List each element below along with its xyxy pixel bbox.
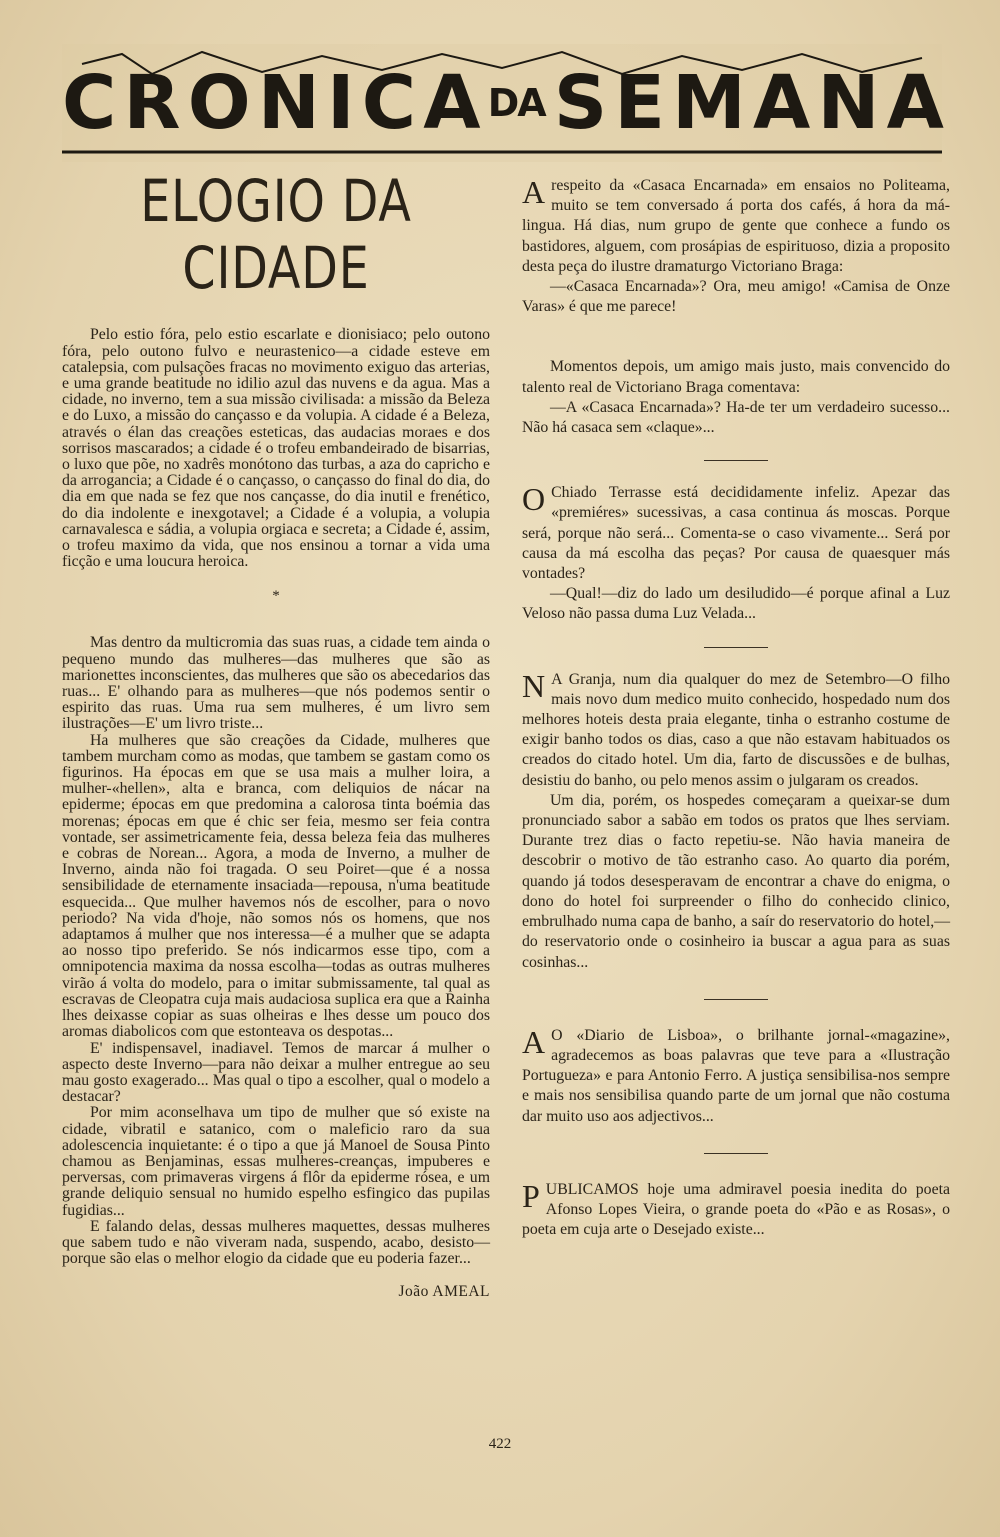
- note-paragraph: A Granja, num dia qualquer do mez de Setembro—O filho mais novo dum medico muito conhecido, hospedado num dos melhores hoteis desta praia elegante, tinha o estranho costume de exigir banho todos os dias, caso a que não estavam habituados os creados do citado hotel. Um dia, farto de discussões e de bulhas, desistiu do banho, ou pelo menos assim o julgaram os creados.: [522, 670, 950, 789]
- author-signature: João AMEAL: [398, 1283, 490, 1301]
- note-casaca: [522, 176, 950, 317]
- note-paragraph: respeito da «Casaca Encarnada» em ensaios no Politeama, muito se tem conversado á porta dos cafés, á hora da má-lingua. Há dias, num grupo de gente que conhece a fundo os bastidores, alguem, com prosápias de espirituoso, dizia a proposito desta peça do ilustre dramaturgo Victoriano Braga:: [522, 177, 950, 275]
- divider: [704, 460, 768, 461]
- note-paragraph: —A «Casaca Encarnada»? Ha-de ter um verdadeiro sucesso... Não há casaca sem «claque»...: [522, 398, 950, 437]
- divider: [704, 1153, 768, 1154]
- masthead-letter: M: [672, 60, 744, 146]
- note-paragraph: Um dia, porém, os hospedes começaram a queixar-se dum pronunciado sabor a sabão em todos os pratos que lhes serviam. Durante trez dias o facto repetiu-se. Não havia maneira de descobrir o motivo de tão estranho caso. Ao quarto dia porém, quando já todos desesperavam de encontrar a chave do enigma, o dono do hotel foi surpreender o filho do conhecido clinico, embrulhado numa capa de banho, a saír do reservatorio do hotel,—do reservatorio onde o cosinheiro ia buscar a agua para as suas cosinhas...: [522, 791, 950, 971]
- note-paragraph: —«Casaca Encarnada»? Ora, meu amigo! «Camisa de Onze Varas» é que me parece!: [522, 278, 950, 316]
- note-chiado: [522, 483, 950, 624]
- drop-cap: N: [522, 667, 546, 704]
- note-casaca-followup: [522, 357, 950, 438]
- article-paragraph: Pelo estio fóra, pelo estio escarlate e dionisiaco; pelo outono fóra, pelo outono fulvo e neurastenico—a cidade esteve em catalepsia, com pulsações fracas no movimento exiguo das arterias, e uma grande beatitude no idilio azul das nuvens e da agua. Mas a cidade, no inverno, tem a sua missão civilisada: a missão da Beleza e do Luxo, a missão do cançasso e da volupia. A cidade é a Beleza, através o élan das creações esteticas, das audacias moraes e dos sorrisos mascarados; a cidade é o trofeu embandeirado de bisarrias, o luxo que põe, no xadrês monótono das turbas, a aza do capricho e da arrogancia; a Cidade é o cançasso, o cançasso do final do dia, do dia em que nada se fez que nos cançasse, do dia inutil e frenético, do dia indolente e inexgotavel; a Cidade é a volupia, a volupia carnavalesca e sádia, a volupia orgiaca e secreta; a Cidade é, assim, o trofeu maximo da vida, que nos ensinou a tornar a vida uma ficção e uma loucura heroica.: [62, 326, 490, 571]
- section-separator: *: [272, 588, 280, 605]
- page-number: 422: [488, 1436, 512, 1452]
- drop-cap: O: [522, 481, 546, 518]
- masthead-letter: R: [123, 60, 179, 146]
- drop-cap: P: [522, 1177, 540, 1214]
- note-paragraph: Chiado Terrasse está decididamente infeliz. Apezar das «premiéres» sucessivas, a casa continua ás moscas. Porque será, porque não será... Comenta-se o caso vivamente... Será por causa da má escolha das peças? Por causa de quaesquer más vontades?: [522, 484, 950, 583]
- note-diario: [522, 1023, 950, 1127]
- masthead: [62, 44, 942, 162]
- drop-cap: A: [522, 174, 546, 210]
- masthead-letter: DA: [487, 81, 545, 125]
- divider: [704, 647, 768, 648]
- note-paragraph: UBLICAMOS hoje uma admiravel poesia inedita do poeta Afonso Lopes Vieira, o grande poeta do «Pão e as Rosas», o poeta em cuja arte o Desejado existe...: [522, 1180, 950, 1239]
- article-paragraph: Ha mulheres que são creações da Cidade, mulheres que tambem murcham como as modas, que tambem se gastam como os figurinos. Ha épocas em que se usa mais a mulher loira, a mulher-«hellen», alta e branca, com deliquios de nácar na epiderme; épocas em que predomina a calorosa tinta boémia das morenas; épocas em que é chic ser feia, mesmo ser feia contra vontade, ser assimetricamente feia, dessa beleza feia das mulheres e cobras de Norean... Agora, a moda de Inverno, a mulher de Inverno, ainda não foi tragada. O seu Poiret—que é a nossa sensibilidade de eternamente insaciada—repousa, n'uma beatitude esquecida... Que mulher havemos nós de escolher, para o novo periodo? Na vida d'hoje, não somos nós os homens, que nos adaptamos á mulher que nos interessa—é a mulher que se adapta ao nosso tipo preferido. Se nós indicarmos esse tipo, com a omnipotencia maxima da nossa escolha—todas as outras mulheres virão á volta do modelo, para o imitar submissamente, tal qual as escravas de Cleopatra cuja mais audaciosa suplica era que a Rainha lhes deixasse copiar as suas olheiras e lhes desse um pouco dos aromas diabolicos com que estonteava os despotas...: [62, 731, 490, 1041]
- note-paragraph: O «Diario de Lisboa», o brilhante jornal-«magazine», agradecemos as boas palavras que teve para a «Ilustração Portugueza» e para Antonio Ferro. A justiça sensibilisa-nos sempre e mais nos sensibilisa quando parte de um jornal que não costuma dar muito uso aos adjectivos...: [522, 1026, 950, 1125]
- drop-cap: A: [522, 1023, 546, 1060]
- article-body-part1: [62, 327, 490, 570]
- masthead-letter: C: [361, 60, 415, 146]
- note-paragraph: —Qual!—diz do lado um desiludido—é porque afinal a Luz Veloso não passa duma Luz Velada...: [522, 585, 950, 623]
- article-paragraph: Por mim aconselhava um tipo de mulher que só existe na cidade, vibratil e satanico, com o maleficio raro da sua adolescencia inquietante: é o tipo a que já Manoel de Sousa Pinto chamou as Benjaminas, essas mulheres-creanças, impuberes e perversas, com primaveras virgens á flôr da epiderme rósea, e um grande deliquio sensual no humido espelho esfingico das pupilas fugidias...: [62, 1104, 490, 1219]
- masthead-letter: C: [62, 60, 115, 146]
- masthead-letter: A: [752, 60, 809, 146]
- masthead-letter: I: [326, 60, 353, 146]
- note-publicamos: [522, 1177, 950, 1241]
- masthead-letter: O: [187, 60, 249, 146]
- article-body-part2: [62, 635, 490, 1267]
- masthead-letter: A: [886, 60, 942, 146]
- article-paragraph: E falando delas, dessas mulheres maquettes, dessas mulheres que sabem tudo e não viveram nada, suspendo, acabo, desisto—porque são elas o melhor elogio da cidade que eu poderia fazer...: [62, 1217, 490, 1268]
- masthead-letter: N: [817, 60, 878, 146]
- masthead-letter: E: [614, 60, 663, 146]
- divider: [704, 999, 768, 1000]
- masthead-letter: S: [553, 60, 606, 146]
- article-paragraph: Mas dentro da multicromia das suas ruas, a cidade tem ainda o pequeno mundo das mulheres—das mulheres que são as marionettes inconscientes, das mulheres que são os abecedarios das ruas... E' olhando para as mulheres—que nós podemos sentir o espirito das ruas. Uma rua sem mulheres, é um livro sem ilustrações—E' um livro triste...: [62, 634, 490, 733]
- article-title: ELOGIO DA CIDADE: [140, 167, 412, 302]
- notes-column: [522, 176, 950, 1240]
- note-granja: [522, 667, 950, 973]
- masthead-letter: A: [423, 60, 479, 146]
- masthead-letter: N: [257, 60, 318, 146]
- note-paragraph: Momentos depois, um amigo mais justo, mais convencido do talento real de Victoriano Braga comentava:: [522, 358, 950, 396]
- article-paragraph: E' indispensavel, inadiavel. Temos de marcar á mulher o aspecto deste Inverno—para não deixar a mulher entregue ao seu mau gosto exagerado... Mas qual o tipo a escolher, qual o modelo a destacar?: [62, 1039, 490, 1106]
- article-column: [62, 168, 490, 1301]
